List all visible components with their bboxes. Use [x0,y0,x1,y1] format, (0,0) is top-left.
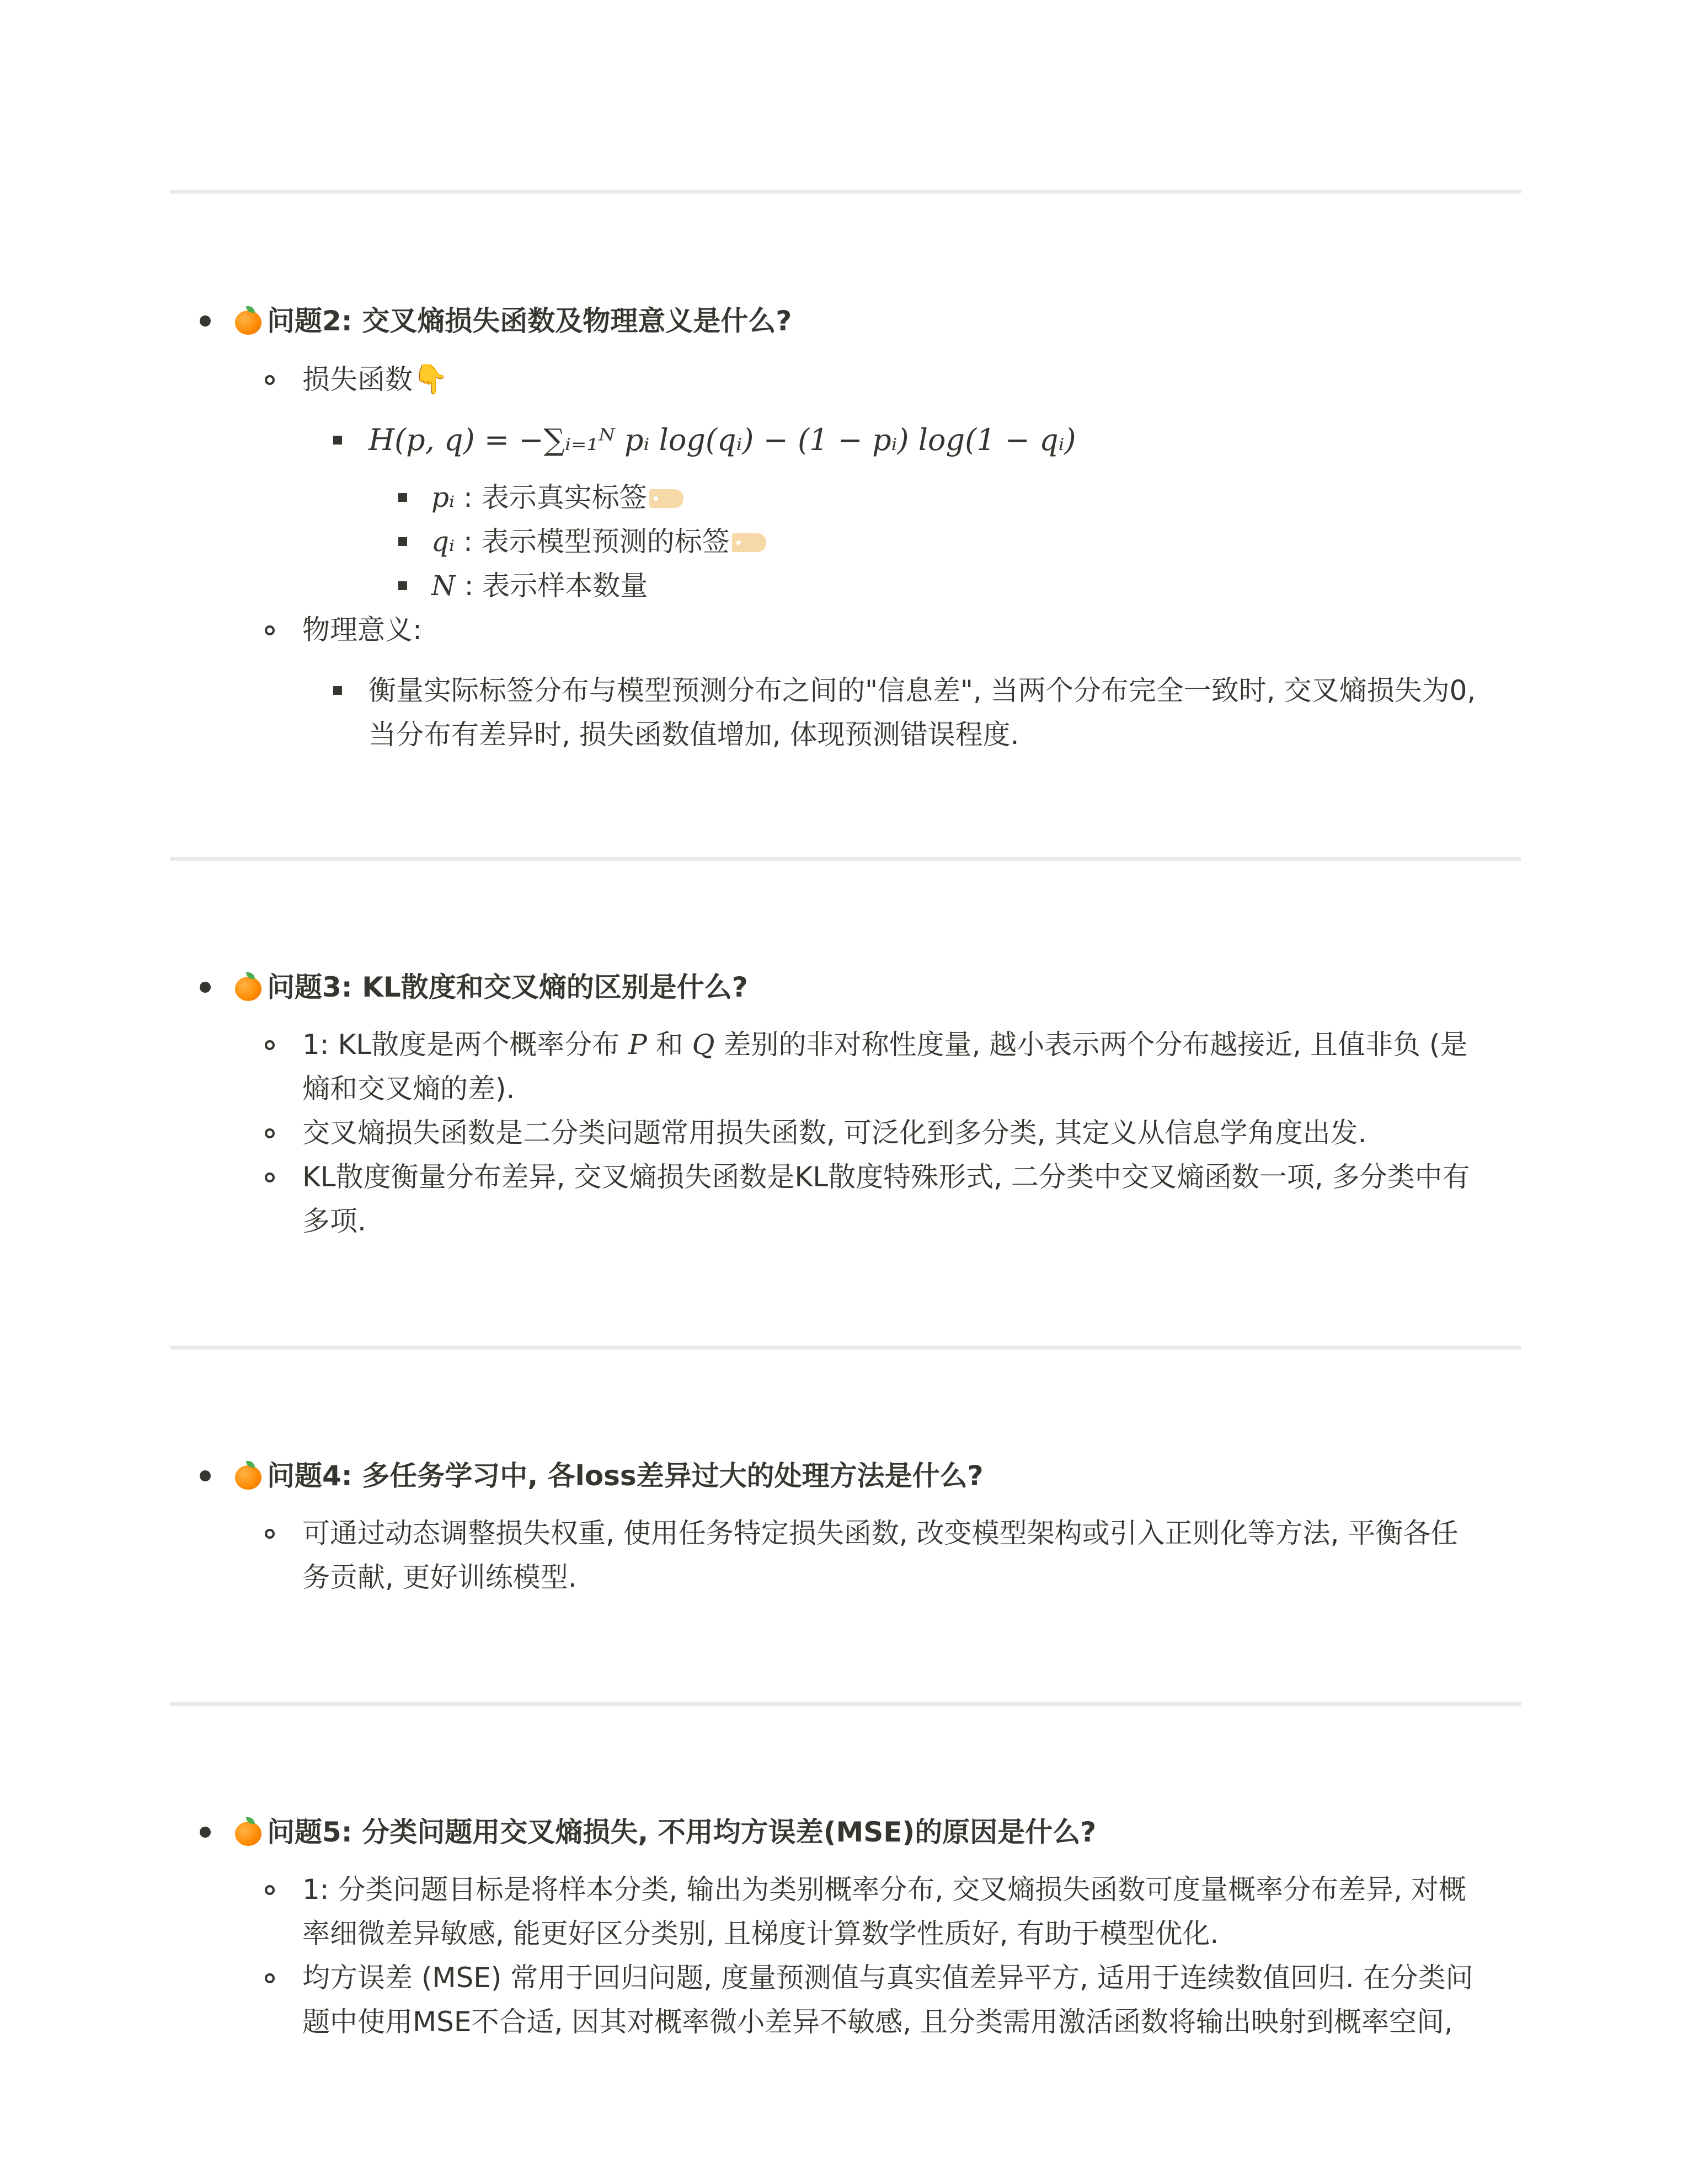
bullet [265,625,275,635]
q3-item-3-line-2: 多项. [302,1205,366,1237]
q5-item-2-line-2: 题中使用MSE不合适, 因其对概率微小差异不敏感, 且分类需用激活函数将输出映射到概率空间, [302,2006,1453,2038]
orange-icon [234,972,263,1001]
divider [170,857,1521,861]
bullet [265,1973,275,1983]
variable-q-desc: : 表示模型预测的标签 [455,526,730,558]
q5-item-1-line-1: 1: 分类问题目标是将样本分类, 输出为类别概率分布, 交叉熵损失函数可度量概率分布差异, 对概 [302,1873,1466,1905]
divider [170,190,1521,194]
bullet [333,436,342,445]
q3-item-1-text-c: 差别的非对称性度量, 越小表示两个分布越接近, 且值非负 (是 [714,1029,1468,1061]
q3-item-1-text-a: 1: KL散度是两个概率分布 [302,1029,629,1061]
q3-item-1-line-2: 熵和交叉熵的差). [302,1073,515,1105]
q4-item-1-line-1: 可通过动态调整损失权重, 使用任务特定损失函数, 改变模型架构或引入正则化等方法, 平衡各任 [302,1517,1459,1549]
q3-item-2: 交叉熵损失函数是二分类问题常用损失函数, 可泛化到多分类, 其定义从信息学角度出发. [302,1117,1367,1149]
bullet [200,315,211,326]
question-4-heading [234,1459,984,1492]
divider [170,1346,1521,1350]
question-4-title: 问题4: 多任务学习中, 各loss差异过大的处理方法是什么? [267,1460,984,1492]
question-5-heading [234,1816,1096,1849]
loss-function-text: 损失函数 [302,363,413,395]
orange-icon [234,306,263,335]
q4-item-1-line-2: 务贡献, 更好训练模型. [302,1561,577,1593]
orange-icon [234,1461,263,1490]
loss-function-label [302,357,448,402]
bullet [265,1529,275,1539]
bullet [200,1827,211,1838]
bullet [200,982,211,993]
physical-meaning-label: 物理意义: [302,614,422,646]
bullet [265,375,275,385]
q3-item-1-text-b: 和 [647,1029,692,1061]
variable-n-row [431,564,648,608]
question-2-title: 问题2: 交叉熵损失函数及物理意义是什么? [267,305,792,337]
bullet [200,1470,211,1481]
q3-item-1-line-1 [302,1023,1467,1067]
physical-meaning-line-1: 衡量实际标签分布与模型预测分布之间的"信息差", 当两个分布完全一致时, 交叉熵损失为0, [368,675,1476,706]
question-3-title: 问题3: KL散度和交叉熵的区别是什么? [267,971,748,1003]
question-5-title: 问题5: 分类问题用交叉熵损失, 不用均方误差(MSE)的原因是什么? [267,1816,1097,1848]
variable-n-desc: : 表示样本数量 [455,570,648,602]
variable-p-symbol: pᵢ [431,481,455,513]
variable-q-row [431,520,766,564]
physical-meaning-line-2: 当分布有差异时, 损失函数值增加, 体现预测错误程度. [368,719,1019,751]
bullet [265,1885,275,1895]
label-tag-icon [732,533,766,552]
variable-p-row [431,475,683,520]
variable-q-symbol: qᵢ [431,526,455,558]
bullet [398,537,407,546]
q5-item-2-line-1: 均方误差 (MSE) 常用于回归问题, 度量预测值与真实值差异平方, 适用于连续数值回归. 在分类问 [302,1962,1473,1994]
bullet [265,1040,275,1050]
symbol-q: Q [692,1029,715,1061]
question-2-heading [234,304,792,338]
question-3-heading [234,971,748,1004]
bullet [398,493,407,502]
pointing-down-icon: 👇 [413,363,448,396]
q3-item-3-line-1: KL散度衡量分布差异, 交叉熵损失函数是KL散度特殊形式, 二分类中交叉熵函数一项, 多分类中有 [302,1161,1470,1193]
q5-item-1-line-2: 率细微差异敏感, 能更好区分类别, 且梯度计算数学性质好, 有助于模型优化. [302,1918,1219,1950]
orange-icon [234,1817,263,1846]
bullet [333,686,342,695]
variable-n-symbol: N [431,570,456,602]
variable-p-desc: : 表示真实标签 [455,481,647,513]
cross-entropy-formula: H(p, q) = −∑ᵢ₌₁ᴺ pᵢ log(qᵢ) − (1 − pᵢ) log(1 − qᵢ) [368,422,1076,457]
bullet [265,1173,275,1182]
symbol-p: P [628,1029,647,1061]
label-tag-icon [649,489,683,508]
bullet [265,1128,275,1138]
divider [170,1702,1521,1706]
bullet [398,581,407,590]
